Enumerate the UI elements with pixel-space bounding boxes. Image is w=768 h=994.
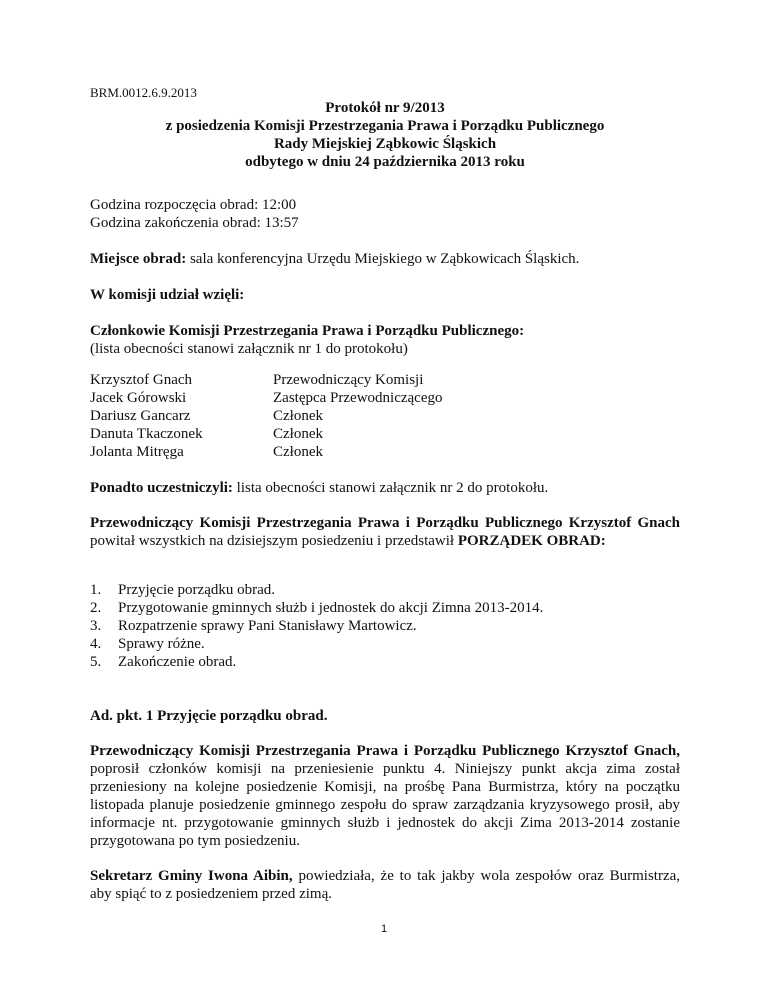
agenda-text: Rozpatrzenie sprawy Pani Stanisławy Martowicz. [118,618,417,634]
member-row [90,371,680,389]
ad1-text: poprosił członków komisji na przeniesienie punktu 4. Niniejszy punkt akcja zima został przeniesiony na kolejne posiedzenie Komisji, na prośbę Pana Burmistrza, który na początku listopada planuje posiedzenie gminnego zespołu do spraw zarządzania kryzysowego prosił, aby informacje nt. przygotowanie gminnych służb i jednostek do akcji Zima 2013-2014 zostanie przygotowana po tym posiedzeniu. [90,761,680,849]
intro-paragraph [90,514,680,550]
end-time: Godzina zakończenia obrad: 13:57 [90,215,299,231]
member-role: Przewodniczący Komisji [273,372,424,388]
agenda-text: Zakończenie obrad. [118,654,237,670]
intro-text: powitał wszystkich na dzisiejszym posiedzeniu i przedstawił [90,533,458,549]
member-name: Danuta Tkaczonek [90,426,203,442]
member-name: Jolanta Mitręga [90,444,184,460]
agenda-number: 5. [90,654,102,670]
agenda-number: 3. [90,618,102,634]
member-row [90,425,680,443]
agenda-text: Przyjęcie porządku obrad. [118,582,276,598]
member-role: Zastępca Przewodniczącego [273,390,443,406]
chairman-name: Przewodniczący Komisji Przestrzegania Prawa i Porządku Publicznego Krzysztof Gnach [90,515,680,531]
member-row [90,443,680,461]
page-number: 1 [380,923,388,935]
venue [90,250,680,268]
agenda-number: 2. [90,600,102,616]
ad1-paragraph [90,742,680,850]
member-name: Dariusz Gancarz [90,408,191,424]
ad1-heading: Ad. pkt. 1 Przyjęcie porządku obrad. [90,708,328,724]
reference-number: BRM.0012.6.9.2013 [90,85,197,100]
title-line: odbytego w dniu 24 października 2013 roku [245,154,525,170]
agenda-number: 4. [90,636,102,652]
title-line: Rady Miejskiej Ząbkowic Śląskich [273,136,497,152]
agenda-number: 1. [90,582,102,598]
agenda-list [90,581,680,671]
member-row [90,389,680,407]
agenda-text: Sprawy różne. [118,636,205,652]
agenda-item [90,653,680,671]
secretary-speaker: Sekretarz Gminy Iwona Aibin, [90,868,293,884]
members-section [90,322,680,358]
start-time: Godzina rozpoczęcia obrad: 12:00 [90,197,297,213]
agenda-item [90,617,680,635]
member-row [90,407,680,425]
also-present [90,479,680,497]
members-list [90,371,680,461]
also-present-label: Ponadto uczestniczyli: [90,480,233,496]
member-name: Jacek Górowski [90,390,187,406]
secretary-paragraph [90,867,680,903]
venue-text: sala konferencyjna Urzędu Miejskiego w Ząbkowicach Śląskich. [186,251,580,267]
document-title [90,99,680,171]
agenda-item [90,581,680,599]
title-line: z posiedzenia Komisji Przestrzegania Prawa i Porządku Publicznego [165,118,605,134]
secretary-text: powiedziała, że to tak jakby wola zespołów oraz Burmistrza, aby spiąć to z posiedzeniem przed zimą. [90,868,681,902]
agenda-text: Przygotowanie gminnych służb i jednostek do akcji Zimna 2013-2014. [118,600,544,616]
title-line: Protokół nr 9/2013 [325,100,445,116]
member-role: Członek [273,408,323,424]
member-role: Członek [273,426,323,442]
members-note: (lista obecności stanowi załącznik nr 1 do protokołu) [90,341,408,357]
participants-heading: W komisji udział wzięli: [90,287,245,303]
venue-label: Miejsce obrad: [90,251,187,267]
also-present-text: lista obecności stanowi załącznik nr 2 do protokołu. [232,480,549,496]
members-heading: Członkowie Komisji Przestrzegania Prawa i Porządku Publicznego: [90,323,525,339]
agenda-item [90,599,680,617]
agenda-heading: PORZĄDEK OBRAD: [457,533,606,549]
meeting-times [90,196,680,232]
member-name: Krzysztof Gnach [90,372,193,388]
agenda-item [90,635,680,653]
ad1-speaker: Przewodniczący Komisji Przestrzegania Prawa i Porządku Publicznego Krzysztof Gnach, [90,743,680,759]
member-role: Członek [273,444,323,460]
